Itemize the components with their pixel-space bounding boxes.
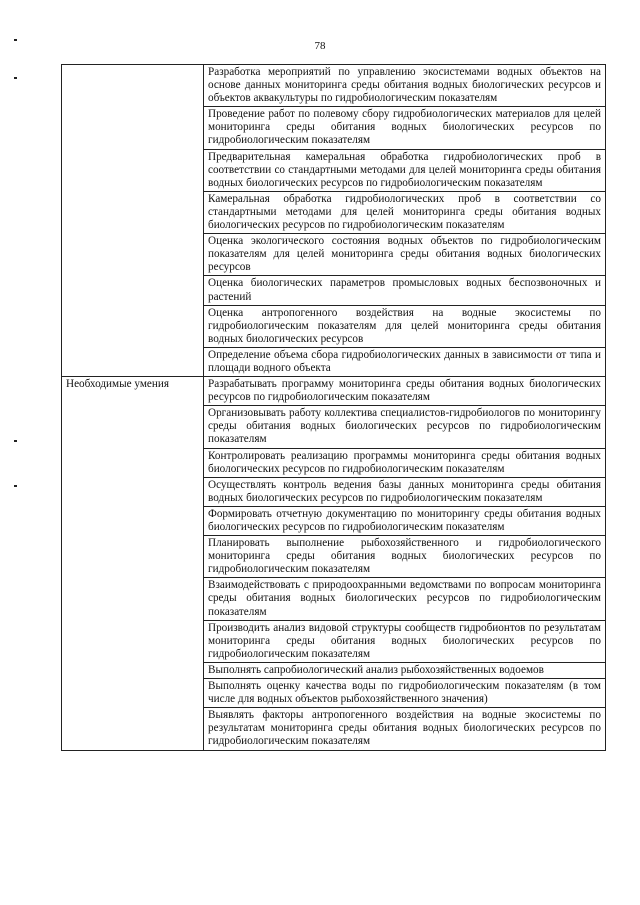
table-cell: Контролировать реализацию программы мониторинга среды обитания водных биологических ресурсов по гидробиологическим показателям bbox=[204, 448, 606, 477]
table-cell: Выполнять оценку качества воды по гидробиологическим показателям (в том числе для водных объектов рыбохозяйственного значения) bbox=[204, 679, 606, 708]
table-cell: Взаимодействовать с природоохранными ведомствами по вопросам мониторинга среды обитания водных биологических ресурсов по гидробиологическим показателям bbox=[204, 578, 606, 620]
table-cell: Оценка антропогенного воздействия на водные экосистемы по гидробиологическим показателям для целей мониторинга среды обитания водных биологических ресурсов bbox=[204, 305, 606, 347]
table-cell: Производить анализ видовой структуры сообществ гидробионтов по результатам мониторинга среды обитания водных биологических ресурсов по гидробиологическим показателям bbox=[204, 620, 606, 662]
margin-mark bbox=[14, 485, 17, 487]
table-cell: Разрабатывать программу мониторинга среды обитания водных биологических ресурсов по гидробиологическим показателям bbox=[204, 377, 606, 406]
table-cell: Выполнять сапробиологический анализ рыбохозяйственных водоемов bbox=[204, 662, 606, 678]
page-number: 78 bbox=[314, 40, 326, 52]
table-cell: Проведение работ по полевому сбору гидробиологических материалов для целей мониторинга среды обитания водных биологических ресурсов по гидробиологическим показателям bbox=[204, 107, 606, 149]
margin-mark bbox=[14, 77, 17, 79]
competency-table bbox=[61, 64, 606, 751]
margin-mark bbox=[14, 440, 17, 442]
section-label-necessary-skills: Необходимые умения bbox=[62, 377, 204, 750]
table-cell: Оценка экологического состояния водных объектов по гидробиологическим показателям для целей мониторинга среды обитания водных биологических ресурсов bbox=[204, 234, 606, 276]
table-cell: Планировать выполнение рыбохозяйственного и гидробиологического мониторинга среды обитания водных биологических ресурсов по гидробиологическим показателям bbox=[204, 536, 606, 578]
table-cell: Предварительная камеральная обработка гидробиологических проб в соответствии со стандартными методами для целей мониторинга среды обитания водных биологических ресурсов по гидробиологическим показателям bbox=[204, 149, 606, 191]
table-row bbox=[62, 65, 606, 107]
section-label bbox=[62, 65, 204, 377]
table-cell: Камеральная обработка гидробиологических проб в соответствии со стандартными методами для целей мониторинга среды обитания водных биологических ресурсов по гидробиологическим показателям bbox=[204, 191, 606, 233]
table-cell: Разработка мероприятий по управлению экосистемами водных объектов на основе данных мониторинга среды обитания водных биологических ресурсов и объектов аквакультуры по гидробиологическим показателям bbox=[204, 65, 606, 107]
table-cell: Определение объема сбора гидробиологических данных в зависимости от типа и площади водного объекта bbox=[204, 347, 606, 376]
table-cell: Организовывать работу коллектива специалистов-гидробиологов по мониторингу среды обитания водных биологических ресурсов по гидробиологическим показателям bbox=[204, 406, 606, 448]
table-cell: Осуществлять контроль ведения базы данных мониторинга среды обитания водных биологических ресурсов по гидробиологическим показателям bbox=[204, 477, 606, 506]
table-cell: Оценка биологических параметров промысловых водных беспозвоночных и растений bbox=[204, 276, 606, 305]
table-cell: Выявлять факторы антропогенного воздействия на водные экосистемы по результатам мониторинга среды обитания водных биологических ресурсов по гидробиологическим показателям bbox=[204, 708, 606, 750]
table-row bbox=[62, 377, 606, 406]
table-cell: Формировать отчетную документацию по мониторингу среды обитания водных биологических ресурсов по гидробиологическим показателям bbox=[204, 506, 606, 535]
